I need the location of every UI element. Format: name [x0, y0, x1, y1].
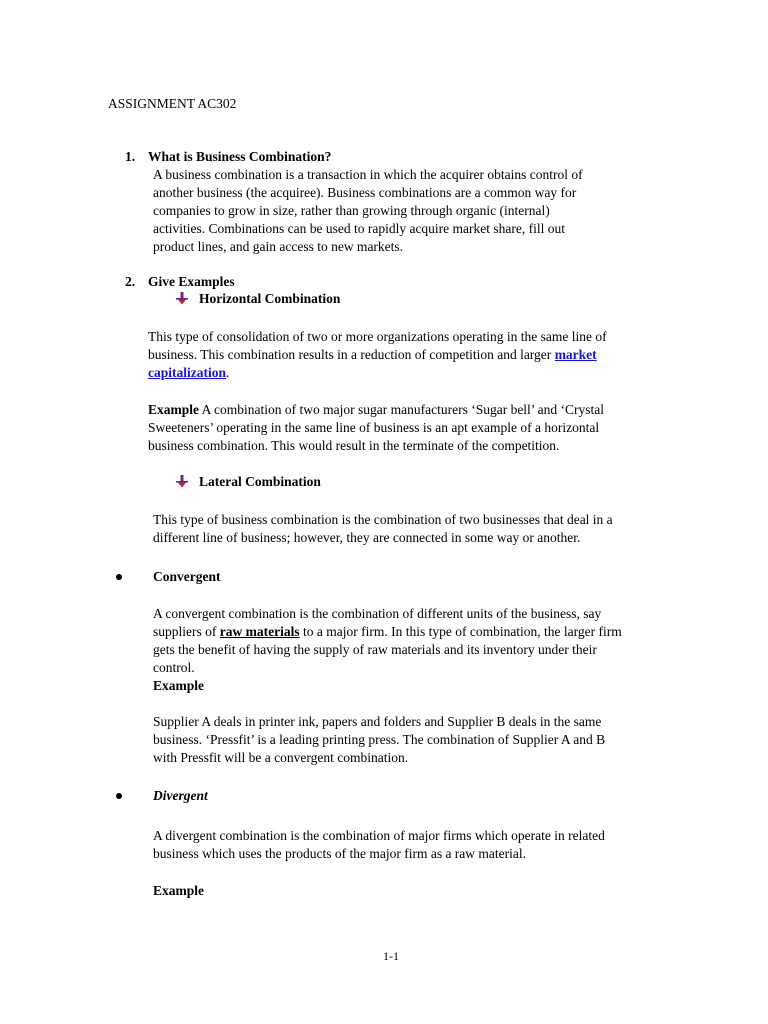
q1-heading: What is Business Combination?: [148, 149, 332, 164]
horizontal-line-1: This type of consolidation of two or more organizations operating in the same line of: [148, 329, 607, 344]
q1-line-3: companies to grow in size, rather than growing through organic (internal): [153, 203, 550, 218]
horizontal-line-3: [148, 364, 229, 382]
list-bullet: [116, 574, 122, 580]
horizontal-line-3-period: .: [226, 365, 230, 380]
list-bullet: [116, 793, 122, 799]
convergent-line-3: gets the benefit of having the supply of raw materials and its inventory under their: [153, 642, 597, 657]
horizontal-example-text-1: A combination of two major sugar manufacturers ‘Sugar bell’ and ‘Crystal: [199, 402, 605, 417]
horizontal-line-2: [148, 346, 597, 364]
convergent-heading: Convergent: [153, 569, 221, 584]
convergent-line-2-pre: suppliers of: [153, 624, 220, 639]
divergent-line-2: business which uses the products of the major firm as a raw material.: [153, 846, 527, 861]
lateral-heading: Lateral Combination: [199, 474, 321, 489]
down-arrow-icon: [176, 292, 188, 305]
document-title: ASSIGNMENT AC302: [108, 96, 237, 111]
convergent-line-1: A convergent combination is the combination of different units of the business, say: [153, 606, 602, 621]
convergent-example-line-2: business. ‘Pressfit’ is a leading printing press. The combination of Supplier A and B: [153, 732, 606, 747]
q1-line-1: A business combination is a transaction in which the acquirer obtains control of: [153, 167, 583, 182]
q1-number: 1.: [125, 149, 136, 164]
divergent-heading: Divergent: [153, 788, 208, 803]
q2-heading: Give Examples: [148, 274, 235, 289]
q1-line-2: another business (the acquiree). Business combinations are a common way for: [153, 185, 577, 200]
convergent-line-4: control.: [153, 660, 195, 675]
q2-number: 2.: [125, 274, 136, 289]
convergent-example-line-1: Supplier A deals in printer ink, papers and folders and Supplier B deals in the same: [153, 714, 602, 729]
horizontal-line-2-text: business. This combination results in a reduction of competition and larger: [148, 347, 555, 362]
convergent-example-line-3: with Pressfit will be a convergent combination.: [153, 750, 409, 765]
lateral-line-1: This type of business combination is the combination of two businesses that deal in a: [153, 512, 613, 527]
convergent-line-2-post: to a major firm. In this type of combination, the larger firm: [299, 624, 622, 639]
q1-line-4: activities. Combinations can be used to rapidly acquire market share, fill out: [153, 221, 566, 236]
market-capitalization-link[interactable]: market: [554, 347, 597, 362]
raw-materials-term: raw materials: [219, 624, 300, 639]
convergent-example-label: Example: [153, 678, 205, 693]
horizontal-example-line-3: business combination. This would result in the terminate of the competition.: [148, 438, 560, 453]
horizontal-example-label: Example: [148, 402, 200, 417]
horizontal-example-line-1: [148, 401, 604, 419]
page-number: 1-1: [383, 949, 399, 963]
lateral-line-2: different line of business; however, they are connected in some way or another.: [153, 530, 581, 545]
horizontal-heading: Horizontal Combination: [199, 291, 341, 306]
down-arrow-icon: [176, 475, 188, 488]
divergent-example-label: Example: [153, 883, 205, 898]
convergent-line-2: [153, 623, 622, 641]
horizontal-example-line-2: Sweeteners’ operating in the same line of business is an apt example of a horizontal: [148, 420, 600, 435]
divergent-line-1: A divergent combination is the combination of major firms which operate in related: [153, 828, 605, 843]
q1-line-5: product lines, and gain access to new markets.: [153, 239, 404, 254]
market-capitalization-link-cont[interactable]: capitalization: [148, 365, 226, 380]
